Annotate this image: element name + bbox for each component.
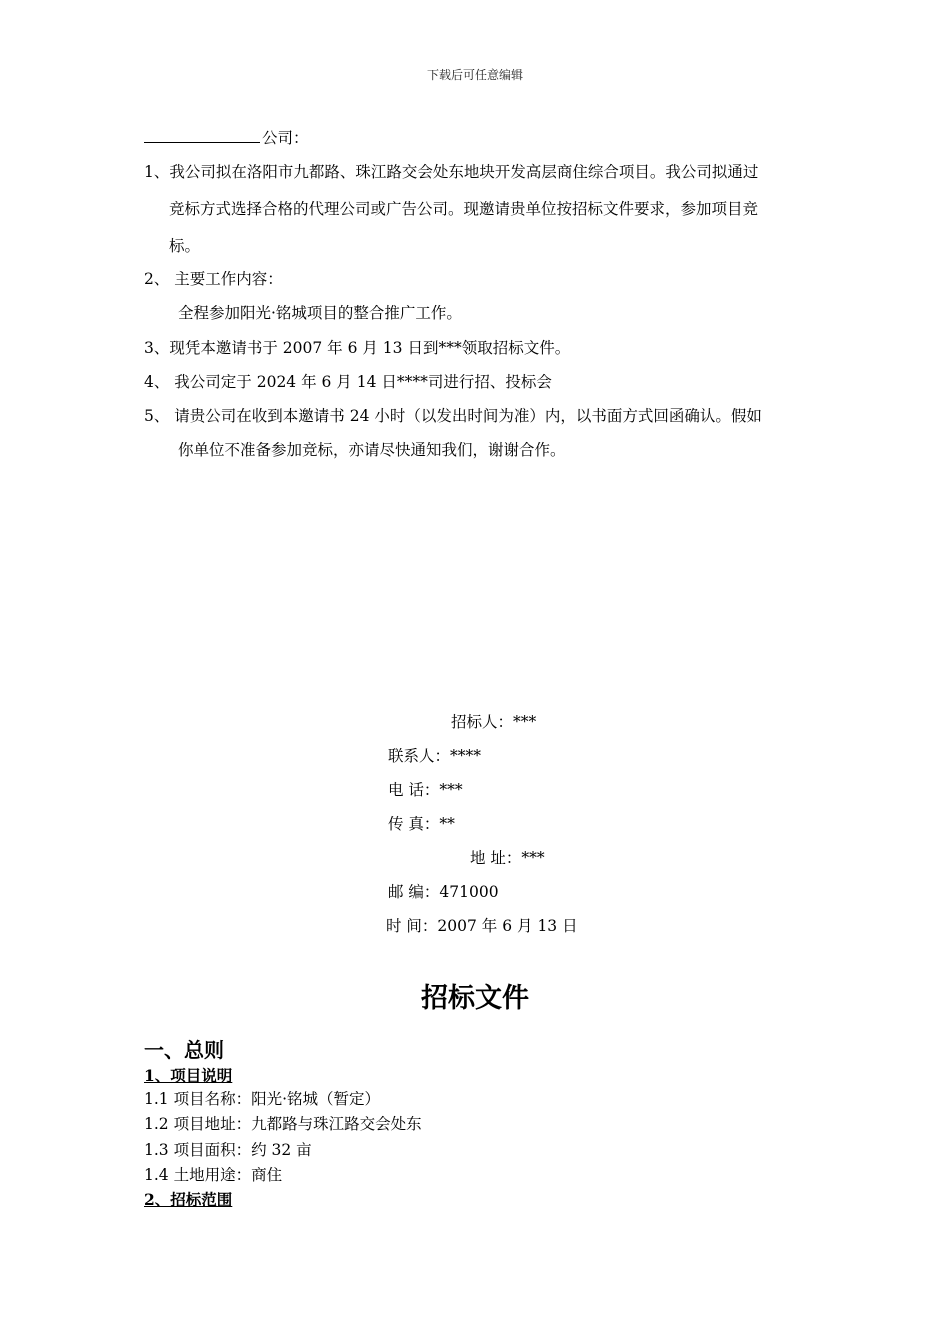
item1-line3: 标。 bbox=[169, 237, 201, 255]
signature-contact: 联系人：**** bbox=[388, 747, 482, 765]
signature-address: 地 址：*** bbox=[470, 849, 545, 867]
signature-postcode: 邮 编：471000 bbox=[388, 883, 499, 901]
page-header-note: 下载后可任意编辑 bbox=[426, 68, 523, 82]
signature-bidder: 招标人：*** bbox=[451, 713, 537, 731]
document-title: 招标文件 bbox=[421, 983, 529, 1014]
project-area: 1.3 项目面积：约 32 亩 bbox=[144, 1141, 312, 1159]
company-blank-line bbox=[144, 128, 260, 143]
item2: 2、 主要工作内容： bbox=[144, 270, 283, 288]
item1-line1: 1、我公司拟在洛阳市九都路、珠江路交会处东地块开发高层商住综合项目。我公司拟通过 bbox=[144, 163, 759, 181]
project-address: 1.2 项目地址：九都路与珠江路交会处东 bbox=[144, 1115, 422, 1133]
item3: 3、现凭本邀请书于 2007 年 6 月 13 日到***领取招标文件。 bbox=[144, 339, 571, 357]
item4: 4、 我公司定于 2024 年 6 月 14 日****司进行招、投标会 bbox=[144, 373, 552, 391]
section-heading-general: 一、总则 bbox=[144, 1038, 224, 1062]
item5-line2: 你单位不准备参加竞标，亦请尽快通知我们，谢谢合作。 bbox=[178, 441, 566, 459]
item1-line2: 竞标方式选择合格的代理公司或广告公司。现邀请贵单位按招标文件要求，参加项目竞 bbox=[169, 200, 759, 218]
signature-date: 时 间：2007 年 6 月 13 日 bbox=[386, 917, 578, 935]
salutation-text: 公司： bbox=[262, 129, 309, 147]
salutation bbox=[144, 128, 309, 148]
signature-fax: 传 真：** bbox=[388, 815, 455, 833]
land-use: 1.4 土地用途：商住 bbox=[144, 1166, 283, 1184]
subheading-bid-scope: 2、招标范围 bbox=[144, 1190, 233, 1209]
signature-phone: 电 话：*** bbox=[388, 781, 463, 799]
project-name: 1.1 项目名称：阳光·铭城（暂定） bbox=[144, 1090, 381, 1108]
item2-detail: 全程参加阳光·铭城项目的整合推广工作。 bbox=[178, 304, 462, 322]
subheading-project-description: 1、项目说明 bbox=[144, 1066, 233, 1085]
item5-line1: 5、 请贵公司在收到本邀请书 24 小时（以发出时间为准）内，以书面方式回函确认。假如 bbox=[144, 407, 762, 425]
